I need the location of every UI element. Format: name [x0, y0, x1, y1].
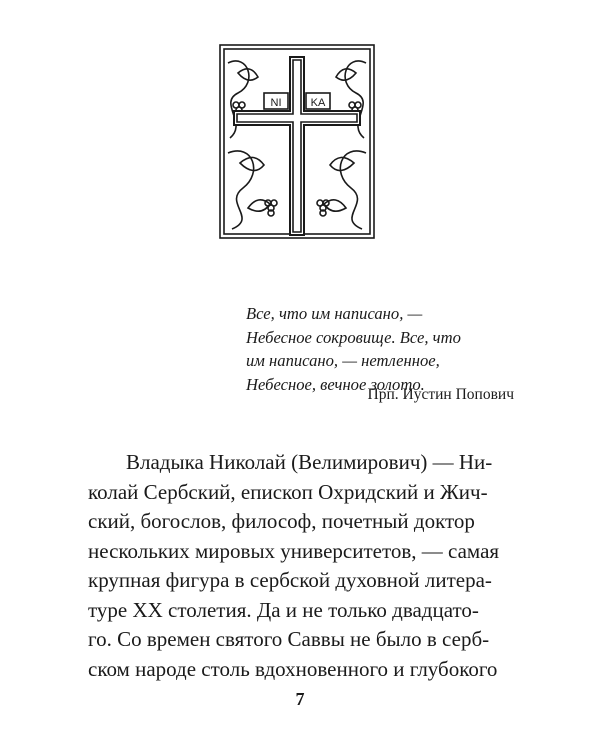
epigraph — [246, 302, 516, 396]
body-line: колай Сербский, епископ Охридский и Жич- — [88, 479, 488, 504]
epigraph-line: Все, что им написано, — — [246, 304, 423, 323]
body-line: нескольких мировых университетов, — самая — [88, 538, 500, 563]
monogram-left: NI — [270, 97, 282, 109]
body-line: го. Со времен святого Саввы не было в серб- — [88, 627, 490, 651]
body-line: туре XX столетия. Да и не только двадцато- — [88, 597, 479, 622]
body-line: крупная фигура в сербской духовной литера- — [88, 568, 492, 592]
epigraph-line: Небесное сокровище. Все, что — [246, 327, 461, 347]
monogram-right: KA — [310, 97, 326, 109]
cross-with-vines-icon — [218, 43, 376, 240]
body-line: Владыка Николай (Велимирович) — Ни- — [126, 450, 493, 474]
body-line: ском народе столь вдохновенного и глубокого — [88, 656, 498, 681]
epigraph-line: Небесное, вечное золото. — [246, 374, 425, 394]
epigraph-line: им написано, — нетленное, — [246, 351, 440, 370]
cross-ornament — [218, 43, 376, 240]
epigraph-attribution: Прп. Иустин Попович — [367, 386, 514, 403]
body-paragraph — [88, 448, 508, 684]
body-line: ский, богослов, философ, почетный доктор — [88, 509, 475, 533]
page-number: 7 — [295, 689, 305, 709]
